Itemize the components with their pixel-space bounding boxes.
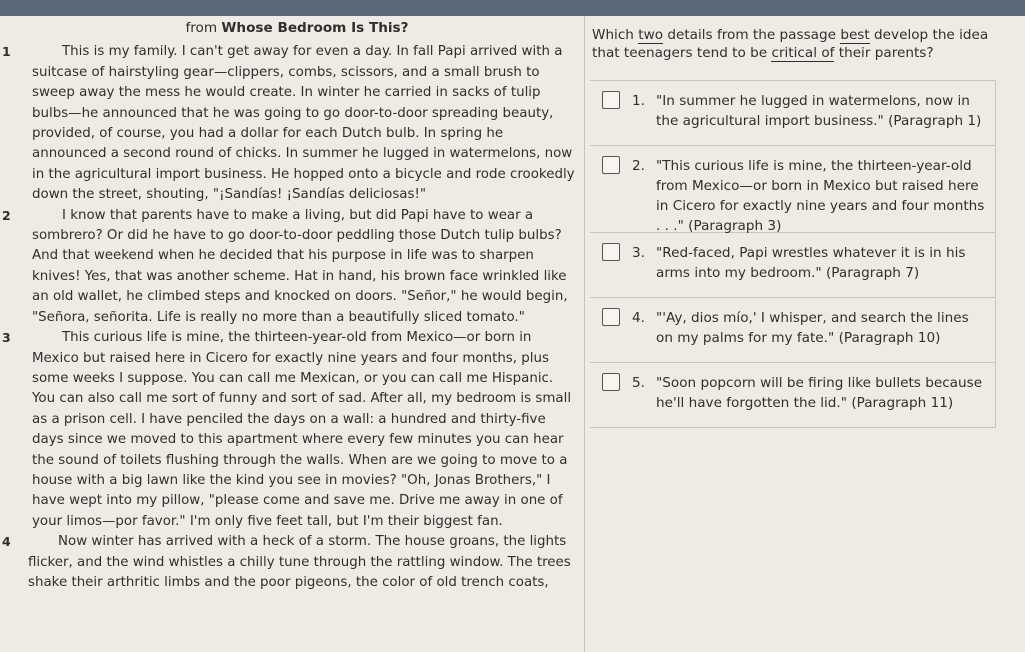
choice-number: 2.	[632, 158, 645, 174]
choice-text: "'Ay, dios mío,' I whisper, and search the lines on my palms for my fate." (Paragraph 10)	[656, 310, 969, 346]
checkbox[interactable]	[602, 156, 620, 174]
stem-text: Which	[592, 27, 639, 43]
choice-number: 1.	[632, 93, 645, 109]
paragraph-text: This curious life is mine, the thirteen-year-old from Mexico—or born in Mexico but raised here in Cicero for exactly nine years and four months, plus some weeks I suppose. You can call me Mexican, or you can call me Hispanic. You can also call me sort of funny and sort of sad. After all, my bedroom is small as a prison cell. I have penciled the days on a wall: a hundred and thirty-five days since we moved to this apartment where every few minutes you can hear the sound of toilets flushing through the walls. When are we going to move to a house with a big lawn like the kind you see in movies? "Oh, Jonas Brothers," I have wept into my pillow, "please come and save me. Drive me away in one of your limos—por favor." I'm only five feet tall, but I'm their biggest fan.	[32, 330, 572, 529]
paragraph-text: Now winter has arrived with a heck of a storm. The house groans, the lights flicker, and the wind whistles a chilly tune through the rattling window. The trees shake their arthritic limbs and the poor pigeons, the color of old trench coats,	[28, 534, 571, 590]
stem-emphasis-best: best	[840, 27, 870, 43]
answer-choice-3[interactable]	[590, 233, 996, 298]
stem-text: their parents?	[834, 45, 934, 61]
paragraph-number: 3	[2, 330, 11, 346]
checkbox[interactable]	[602, 373, 620, 391]
column-divider	[584, 16, 585, 652]
stem-emphasis-critical: critical of	[771, 45, 835, 61]
choice-number: 4.	[632, 310, 645, 326]
paragraph-1	[0, 42, 584, 205]
answer-choice-2[interactable]	[590, 146, 996, 233]
answer-choices	[590, 80, 996, 428]
top-bar	[0, 0, 1025, 16]
paragraph-3	[0, 328, 584, 532]
choice-number: 5.	[632, 375, 645, 391]
question-stem	[592, 26, 992, 62]
passage-panel	[0, 18, 584, 593]
answer-choice-4[interactable]	[590, 298, 996, 363]
choice-text: "This curious life is mine, the thirteen-year-old from Mexico—or born in Mexico but raised here in Cicero for exactly nine years and four months . . ." (Paragraph 3)	[656, 158, 985, 234]
checkbox[interactable]	[602, 308, 620, 326]
choice-text: "Red-faced, Papi wrestles whatever it is in his arms into my bedroom." (Paragraph 7)	[656, 245, 966, 281]
answer-choice-1[interactable]	[590, 81, 996, 146]
stem-emphasis-two: two	[638, 27, 664, 43]
checkbox[interactable]	[602, 91, 620, 109]
paragraph-2	[0, 206, 584, 328]
stem-text: details from the passage	[663, 27, 841, 43]
choice-number: 3.	[632, 245, 645, 261]
source-prefix: from	[185, 20, 218, 36]
source-title: Whose Bedroom Is This?	[221, 20, 409, 36]
choice-text: "In summer he lugged in watermelons, now in the agricultural import business." (Paragraph 1)	[656, 93, 982, 129]
stem-text: develop the idea that teenagers tend to be	[592, 27, 989, 61]
answer-choice-5[interactable]	[590, 363, 996, 428]
paragraph-text: I know that parents have to make a living, but did Papi have to wear a sombrero? Or did he have to go door-to-door peddling those Dutch tulip bulbs? And that weekend when he decided that his purpose in life was to sharpen knives! Yes, that was another scheme. Hat in hand, his brown face wrinkled like an old wallet, he climbed steps and knocked on doors. "Señor," he would begin, "Señora, señorita. Life is really no more than a beautifully sliced tomato."	[32, 207, 568, 325]
question-stem-panel	[592, 26, 992, 62]
paragraph-number: 1	[2, 44, 11, 60]
paragraph-number: 2	[2, 207, 11, 223]
passage-source-title	[0, 18, 584, 38]
checkbox[interactable]	[602, 243, 620, 261]
paragraph-text: This is my family. I can't get away for even a day. In fall Papi arrived with a suitcase of hairstyling gear—clippers, combs, scissors, and a small brush to sweep away the mess he would create. In winter he carried in sacks of tulip bulbs—he announced that he was going to go door-to-door spreading beauty, provided, of course, you had a dollar for each Dutch bulb. In spring he announced a second round of chicks. In summer he lugged in watermelons, now in the agricultural import business. He hopped onto a bicycle and rode crookedly down the street, shouting, "¡Sandías! ¡Sandías deliciosas!"	[32, 44, 575, 203]
paragraph-4	[0, 532, 584, 593]
choice-text: "Soon popcorn will be firing like bullets because he'll have forgotten the lid." (Paragraph 11)	[656, 375, 983, 411]
paragraph-number: 4	[2, 534, 11, 550]
